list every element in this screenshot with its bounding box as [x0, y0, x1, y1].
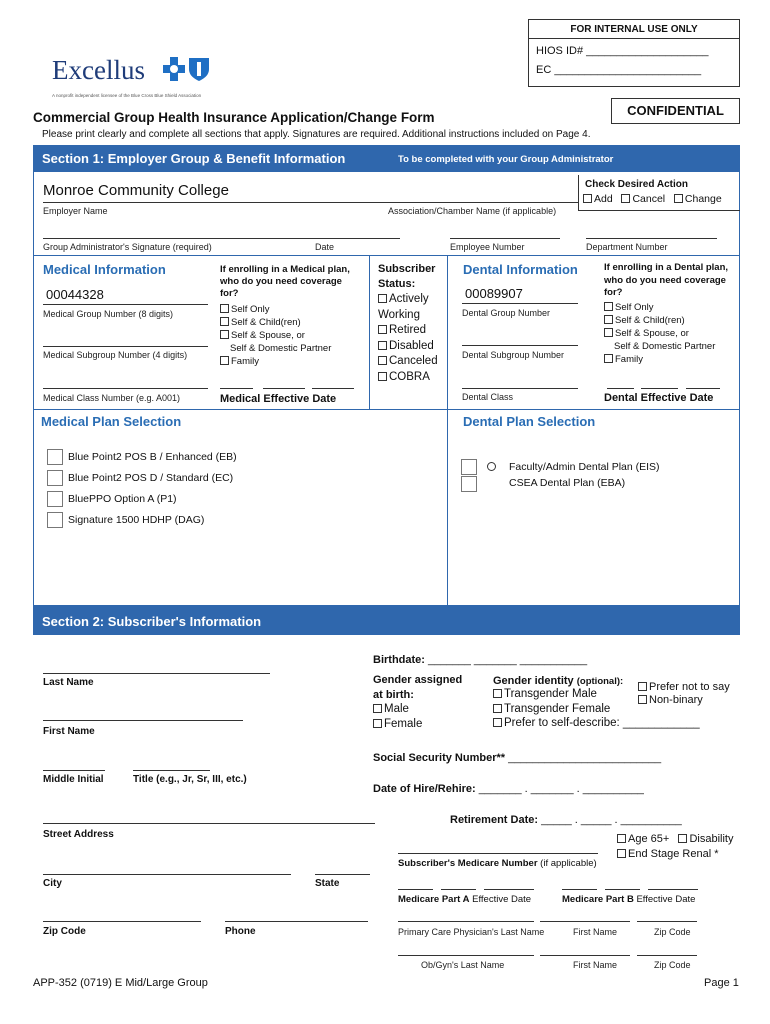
gender-male-option[interactable]: Male	[373, 702, 422, 717]
form-instructions: Please print clearly and complete all sections that apply. Signatures are required. Additional instructions included on Page 4.	[42, 129, 591, 140]
gender-identity-label: Gender identity	[493, 675, 574, 687]
state-line	[315, 874, 370, 875]
pcp-zip-line	[637, 921, 697, 922]
plan-label-p1: BluePPO Option A (P1)	[68, 493, 177, 505]
hire-date-row[interactable]	[373, 783, 644, 795]
retirement-date-blank: _____ . _____ . __________	[541, 814, 682, 826]
retirement-age-disability[interactable]: Age 65+ Disability	[617, 832, 733, 847]
medical-subgroup-label: Medical Subgroup Number (4 digits)	[43, 350, 188, 360]
dental-effective-year-line	[686, 388, 720, 389]
subscriber-status-label: Subscriber Status:	[378, 263, 436, 290]
medicare-number-label-row	[398, 858, 597, 869]
dental-info-heading: Dental Information	[463, 262, 578, 277]
employee-number-label: Employee Number	[450, 242, 525, 252]
dental-enrolling-question: If enrolling in a Dental plan, who do you need coverage for?	[604, 262, 729, 298]
dental-plan-heading: Dental Plan Selection	[463, 414, 596, 429]
cancel-label: Cancel	[632, 193, 666, 205]
retirement-end-stage-renal[interactable]: End Stage Renal *	[617, 847, 733, 862]
medical-group-number-label: Medical Group Number (8 digits)	[43, 309, 174, 319]
gender-identity-row	[493, 675, 623, 687]
info-top-divider	[33, 255, 740, 256]
last-name-label: Last Name	[43, 677, 94, 688]
retirement-date-row[interactable]	[450, 814, 682, 826]
employee-number-line	[450, 238, 560, 239]
medical-group-number-value[interactable]: 00044328	[46, 287, 104, 302]
obgyn-last-name-label: Ob/Gyn's Last Name	[421, 960, 505, 970]
hire-date-label: Date of Hire/Rehire:	[373, 783, 476, 795]
medical-coverage-self[interactable]: Self Only	[220, 303, 331, 316]
title-label: Title (e.g., Jr, Sr, III, etc.)	[133, 774, 247, 785]
excellus-logo	[52, 55, 232, 105]
dental-group-number-value[interactable]: 00089907	[465, 286, 523, 301]
ssn-label: Social Security Number**	[373, 752, 506, 764]
plan-checkbox-ec[interactable]	[47, 470, 63, 486]
dental-coverage-self[interactable]: Self Only	[604, 301, 715, 314]
medical-subgroup-line	[43, 346, 208, 347]
internal-use-label: FOR INTERNAL USE ONLY	[570, 24, 698, 35]
admin-signature-label: Group Administrator's Signature (required)	[43, 242, 212, 252]
association-label: Association/Chamber Name (if applicable)	[388, 206, 557, 216]
add-checkbox[interactable]	[583, 194, 592, 203]
street-address-label: Street Address	[43, 829, 114, 840]
section1-note: To be completed with your Group Administrator	[398, 154, 614, 165]
status-actively-working[interactable]: Actively Working	[378, 293, 429, 321]
subscriber-status-options	[378, 292, 448, 385]
medical-coverage-options	[220, 303, 331, 368]
plan-label-eb: Blue Point2 POS B / Enhanced (EB)	[68, 451, 237, 463]
gender-identity-options-2	[638, 681, 730, 707]
section1-title: Section 1: Employer Group & Benefit Information	[42, 151, 346, 166]
gender-identity-optional: (optional):	[576, 676, 624, 687]
section2-bar	[33, 606, 740, 635]
footer-page-number: Page 1	[704, 977, 739, 989]
info-vertical-divider-1	[369, 255, 370, 409]
pcp-first-name-line	[540, 921, 630, 922]
pcp-last-name-line	[398, 921, 534, 922]
first-name-line	[43, 720, 243, 721]
medicare-number-note: (if applicable)	[540, 858, 597, 869]
medical-coverage-partner: Self & Domestic Partner	[230, 343, 332, 354]
pcp-last-name-label: Primary Care Physician's Last Name	[398, 927, 545, 937]
medicare-number-line	[398, 853, 598, 854]
hire-date-blank: _______ . _______ . __________	[478, 783, 644, 795]
birthdate-blanks: _______ _______ ___________	[428, 654, 588, 666]
dental-subgroup-label: Dental Subgroup Number	[462, 350, 565, 360]
status-retired[interactable]: Retired	[378, 323, 448, 339]
dental-coverage-partner: Self & Domestic Partner	[614, 341, 716, 352]
medical-class-line	[43, 388, 208, 389]
dental-plan-checkbox-eis[interactable]	[461, 459, 477, 475]
medical-coverage-family[interactable]: Family	[220, 355, 331, 368]
dental-group-number-line	[462, 303, 578, 304]
gender-assigned-options	[373, 702, 422, 731]
medicare-a-effective: Effective Date	[472, 894, 532, 905]
medicare-b-label: Medicare Part B	[562, 894, 634, 905]
dental-coverage-child[interactable]: Self & Child(ren)	[604, 314, 715, 327]
dental-plan-label-eba: CSEA Dental Plan (EBA)	[509, 477, 626, 489]
phone-line	[225, 921, 368, 922]
plan-label-dag: Signature 1500 HDHP (DAG)	[68, 514, 205, 526]
medical-effective-month-line	[220, 388, 253, 389]
medicare-a-month-line	[398, 889, 433, 890]
zip-code-line	[43, 921, 201, 922]
blue-cross-icon	[163, 57, 185, 81]
department-number-line	[586, 238, 717, 239]
identity-trans-female[interactable]: Transgender Female	[493, 702, 700, 717]
hios-id-field[interactable]: HIOS ID# ____________________	[536, 45, 709, 57]
city-label: City	[43, 878, 62, 889]
employer-name-label: Employer Name	[43, 206, 108, 216]
action-options	[583, 193, 722, 205]
middle-initial-label: Middle Initial	[43, 774, 104, 785]
ec-field[interactable]: EC ________________________	[536, 64, 702, 76]
medical-coverage-child[interactable]: Self & Child(ren)	[220, 316, 331, 329]
phone-label: Phone	[225, 926, 256, 937]
medical-effective-year-line	[312, 388, 354, 389]
dental-plan-radio-icon[interactable]	[487, 462, 496, 471]
dental-class-line	[462, 388, 578, 389]
identity-non-binary[interactable]: Non-binary	[638, 694, 730, 707]
identity-trans-male[interactable]: Transgender Male	[493, 687, 700, 702]
dental-subgroup-line	[462, 345, 578, 346]
dental-plan-checkbox-eba[interactable]	[461, 476, 477, 492]
retirement-date-label: Retirement Date:	[450, 814, 539, 826]
last-name-line	[43, 673, 270, 674]
medical-enrolling-question: If enrolling in a Medical plan, who do you need coverage for?	[220, 264, 350, 299]
medical-class-label: Medical Class Number (e.g. A001)	[43, 393, 181, 403]
pcp-first-name-label: First Name	[573, 927, 618, 937]
identity-self-describe[interactable]: Prefer to self-describe: ____________	[493, 716, 700, 731]
dental-coverage-family[interactable]: Family	[604, 353, 715, 366]
plan-checkbox-dag[interactable]	[47, 512, 63, 528]
obgyn-zip-label: Zip Code	[654, 960, 691, 970]
info-bottom-divider	[33, 409, 740, 410]
gender-female-option[interactable]: Female	[373, 717, 422, 732]
medical-effective-date-label: Medical Effective Date	[220, 393, 337, 405]
medicare-b-year-line	[648, 889, 698, 890]
employer-name-value[interactable]: Monroe Community College	[43, 182, 229, 199]
dental-coverage-options	[604, 301, 715, 366]
section2-title: Section 2: Subscriber's Information	[42, 614, 262, 629]
dental-group-number-label: Dental Group Number	[462, 308, 551, 318]
signature-date-label: Date	[315, 242, 335, 252]
plan-checkbox-p1[interactable]	[47, 491, 63, 507]
medicare-number-label: Subscriber's Medicare Number	[398, 858, 538, 869]
plan-label-ec: Blue Point2 POS D / Standard (EC)	[68, 472, 234, 484]
add-label: Add	[594, 193, 613, 205]
medicare-a-label: Medicare Part A	[398, 894, 470, 905]
signature-line	[43, 238, 400, 239]
medicare-a-year-line	[484, 889, 534, 890]
dental-effective-month-line	[607, 388, 634, 389]
first-name-label: First Name	[43, 726, 95, 737]
birthdate-row[interactable]	[373, 654, 587, 666]
birthdate-label: Birthdate:	[373, 654, 425, 666]
dental-class-label: Dental Class	[462, 392, 514, 402]
medicare-a-label-row	[398, 894, 531, 905]
change-label: Change	[684, 193, 722, 205]
confidential-box: CONFIDENTIAL	[611, 98, 740, 124]
retirement-options	[617, 832, 733, 862]
blue-shield-icon	[188, 57, 210, 81]
zip-code-label: Zip Code	[43, 926, 86, 937]
medicare-b-day-line	[605, 889, 640, 890]
city-line	[43, 874, 291, 875]
status-canceled[interactable]: Canceled	[378, 354, 448, 370]
medicare-b-month-line	[562, 889, 597, 890]
logo-tagline: A nonprofit independent licensee of the Blue Cross Blue Shield Association	[52, 93, 202, 98]
medicare-b-label-row	[562, 894, 695, 905]
street-address-line	[43, 823, 375, 824]
medical-coverage-spouse[interactable]: Self & Spouse, or	[220, 329, 331, 342]
check-action-label: Check Desired Action	[585, 179, 688, 190]
form-title: Commercial Group Health Insurance Application/Change Form	[33, 110, 435, 125]
medicare-a-day-line	[441, 889, 476, 890]
medical-plan-heading: Medical Plan Selection	[41, 414, 182, 429]
dental-effective-day-line	[641, 388, 678, 389]
obgyn-zip-line	[637, 955, 697, 956]
dental-coverage-spouse[interactable]: Self & Spouse, or	[604, 327, 715, 340]
ssn-blank: _________________________	[508, 752, 662, 764]
dental-effective-date-label: Dental Effective Date	[604, 392, 714, 404]
cancel-checkbox[interactable]	[621, 194, 630, 203]
state-label: State	[315, 878, 340, 889]
employer-name-line	[43, 202, 578, 203]
medical-group-number-line	[43, 304, 208, 305]
medical-info-heading: Medical Information	[43, 262, 166, 277]
obgyn-first-name-label: First Name	[573, 960, 618, 970]
title-line	[133, 770, 210, 771]
obgyn-last-name-line	[398, 955, 534, 956]
status-cobra[interactable]: COBRA	[378, 370, 448, 386]
plan-checkbox-eb[interactable]	[47, 449, 63, 465]
gender-assigned-label: Gender assigned at birth:	[373, 674, 463, 701]
medicare-b-effective: Effective Date	[636, 894, 696, 905]
dental-plan-label-eis: Faculty/Admin Dental Plan (EIS)	[509, 461, 660, 473]
section1-bar	[33, 145, 740, 172]
identity-prefer-not[interactable]: Prefer not to say	[638, 681, 730, 694]
obgyn-first-name-line	[540, 955, 630, 956]
status-disabled[interactable]: Disabled	[378, 339, 448, 355]
ssn-row[interactable]	[373, 752, 661, 764]
change-checkbox[interactable]	[674, 194, 683, 203]
medical-effective-day-line	[263, 388, 305, 389]
logo-wordmark: Excellus	[52, 55, 145, 85]
department-number-label: Department Number	[586, 242, 668, 252]
middle-initial-line	[43, 770, 105, 771]
pcp-zip-label: Zip Code	[654, 927, 691, 937]
footer-form-id: APP-352 (0719) E Mid/Large Group	[33, 977, 208, 989]
